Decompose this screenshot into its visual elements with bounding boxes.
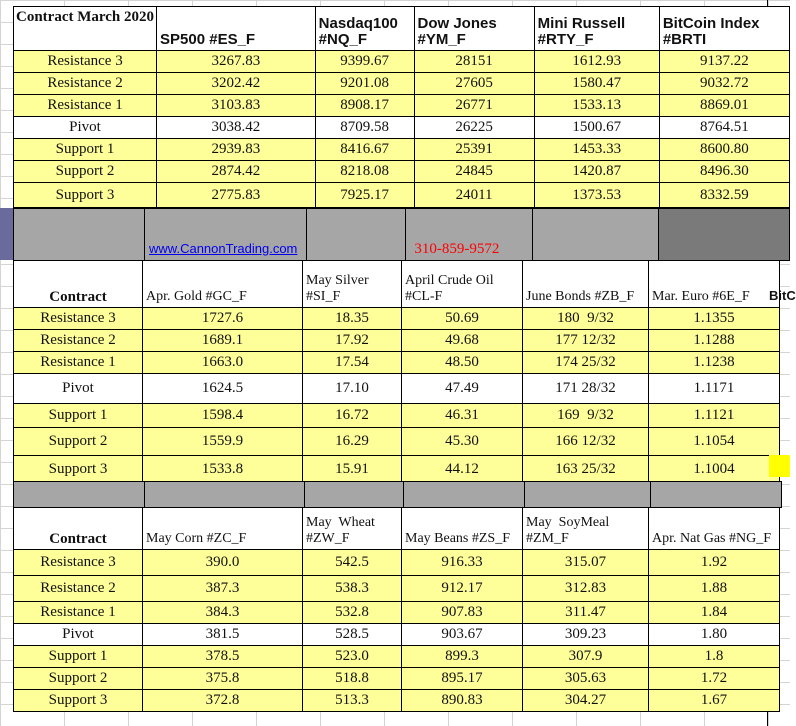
- value-cell[interactable]: 384.3: [143, 602, 303, 624]
- row-label-cell[interactable]: Support 3: [14, 690, 143, 712]
- table-row: [14, 352, 780, 374]
- value-cell[interactable]: 916.33: [402, 550, 523, 576]
- value-cell[interactable]: 163 25/32: [523, 456, 649, 483]
- value-cell[interactable]: 1612.93: [534, 51, 659, 73]
- value-cell[interactable]: 1.1121: [649, 404, 780, 428]
- row-label-cell[interactable]: Support 1: [14, 646, 143, 668]
- separator-cell[interactable]: [651, 482, 782, 508]
- value-cell[interactable]: 44.12: [402, 456, 523, 483]
- column-header-cell[interactable]: SP500 #ES_F: [157, 7, 316, 51]
- separator-cell[interactable]: [145, 482, 305, 508]
- value-cell[interactable]: 174 25/32: [523, 352, 649, 374]
- value-cell[interactable]: 1500.67: [534, 117, 659, 139]
- value-cell[interactable]: 46.31: [402, 404, 523, 428]
- value-cell[interactable]: 1624.5: [143, 374, 303, 404]
- value-cell[interactable]: 1.1288: [649, 330, 780, 352]
- row-label-cell[interactable]: Resistance 3: [14, 308, 143, 330]
- value-cell[interactable]: 1.1171: [649, 374, 780, 404]
- value-cell[interactable]: 1.88: [649, 576, 780, 602]
- value-cell[interactable]: 1.1054: [649, 428, 780, 456]
- value-cell[interactable]: 1663.0: [143, 352, 303, 374]
- column-header-cell[interactable]: June Bonds #ZB_F: [523, 261, 649, 308]
- value-cell[interactable]: 180 9/32: [523, 308, 649, 330]
- value-cell[interactable]: 7925.17: [315, 183, 414, 208]
- banner-row: [13, 208, 790, 261]
- table-row: [14, 117, 790, 139]
- contract-header-cell[interactable]: Contract: [14, 508, 143, 550]
- value-cell[interactable]: 1.1355: [649, 308, 780, 330]
- value-cell[interactable]: 899.3: [402, 646, 523, 668]
- row-label-cell[interactable]: Support 2: [14, 161, 157, 183]
- value-cell[interactable]: 2874.42: [157, 161, 316, 183]
- value-cell[interactable]: 3267.83: [157, 51, 316, 73]
- value-cell[interactable]: 1.92: [649, 550, 780, 576]
- separator-cell[interactable]: [525, 482, 651, 508]
- value-cell[interactable]: 9201.08: [315, 73, 414, 95]
- row-label-cell[interactable]: Resistance 1: [14, 352, 143, 374]
- value-cell[interactable]: 895.17: [402, 668, 523, 690]
- value-cell[interactable]: 1533.8: [143, 456, 303, 483]
- value-cell[interactable]: 387.3: [143, 576, 303, 602]
- value-cell[interactable]: 2775.83: [157, 183, 316, 208]
- value-cell[interactable]: 372.8: [143, 690, 303, 712]
- value-cell[interactable]: 1.8: [649, 646, 780, 668]
- value-cell[interactable]: 16.72: [303, 404, 402, 428]
- value-cell[interactable]: 8908.17: [315, 95, 414, 117]
- value-cell[interactable]: 518.8: [303, 668, 402, 690]
- value-cell[interactable]: 17.10: [303, 374, 402, 404]
- value-cell[interactable]: 1727.6: [143, 308, 303, 330]
- value-cell[interactable]: 305.63: [523, 668, 649, 690]
- value-cell[interactable]: 312.83: [523, 576, 649, 602]
- column-header-cell[interactable]: Nasdaq100 #NQ_F: [315, 7, 414, 51]
- value-cell[interactable]: 50.69: [402, 308, 523, 330]
- row-label-cell[interactable]: Resistance 1: [14, 602, 143, 624]
- value-cell[interactable]: 1.84: [649, 602, 780, 624]
- table-row: [14, 374, 780, 404]
- value-cell[interactable]: 1.72: [649, 668, 780, 690]
- row-label-cell[interactable]: Pivot: [14, 374, 143, 404]
- value-cell[interactable]: 171 28/32: [523, 374, 649, 404]
- value-cell[interactable]: 513.3: [303, 690, 402, 712]
- value-cell[interactable]: 8416.67: [315, 139, 414, 161]
- table-row: [14, 183, 790, 208]
- row-label-cell[interactable]: Support 2: [14, 428, 143, 456]
- separator-cell[interactable]: [305, 482, 404, 508]
- value-cell[interactable]: 26771: [414, 95, 534, 117]
- value-cell[interactable]: 24845: [414, 161, 534, 183]
- table-row: [14, 550, 780, 576]
- table-row: [14, 646, 780, 668]
- table-row: [14, 51, 790, 73]
- value-cell[interactable]: 1373.53: [534, 183, 659, 208]
- table-row: [14, 690, 780, 712]
- value-cell[interactable]: 1533.13: [534, 95, 659, 117]
- row-label-cell[interactable]: Pivot: [14, 624, 143, 646]
- column-header-cell[interactable]: May Corn #ZC_F: [143, 508, 303, 550]
- banner-cell[interactable]: [306, 209, 406, 261]
- row-label-cell[interactable]: Resistance 2: [14, 73, 157, 95]
- value-cell[interactable]: 542.5: [303, 550, 402, 576]
- phone-number: 310-859-9572: [414, 241, 500, 257]
- value-cell[interactable]: 177 12/32: [523, 330, 649, 352]
- column-header-cell[interactable]: April Crude Oil #CL-F: [402, 261, 523, 308]
- column-header-cell[interactable]: May Silver #SI_F: [303, 261, 402, 308]
- value-cell[interactable]: 27605: [414, 73, 534, 95]
- table-header-row: [14, 508, 780, 550]
- table-grains-gas: [13, 507, 780, 712]
- value-cell[interactable]: 17.54: [303, 352, 402, 374]
- value-cell[interactable]: 8869.01: [659, 95, 789, 117]
- value-cell[interactable]: 523.0: [303, 646, 402, 668]
- table-row: [14, 668, 780, 690]
- value-cell[interactable]: 166 12/32: [523, 428, 649, 456]
- value-cell[interactable]: 309.23: [523, 624, 649, 646]
- banner-cell[interactable]: [406, 209, 532, 261]
- value-cell[interactable]: 45.30: [402, 428, 523, 456]
- value-cell[interactable]: 532.8: [303, 602, 402, 624]
- value-cell[interactable]: 47.49: [402, 374, 523, 404]
- value-cell[interactable]: 8496.30: [659, 161, 789, 183]
- value-cell[interactable]: 25391: [414, 139, 534, 161]
- row-label-cell[interactable]: Pivot: [14, 117, 157, 139]
- value-cell[interactable]: 2939.83: [157, 139, 316, 161]
- value-cell[interactable]: 17.92: [303, 330, 402, 352]
- row-label-cell[interactable]: Support 2: [14, 668, 143, 690]
- table-equity-indices: [13, 6, 790, 208]
- table-row: [14, 602, 780, 624]
- value-cell[interactable]: 1.80: [649, 624, 780, 646]
- value-cell[interactable]: 381.5: [143, 624, 303, 646]
- value-cell[interactable]: 9399.67: [315, 51, 414, 73]
- value-cell[interactable]: 18.35: [303, 308, 402, 330]
- table-row: [14, 456, 780, 483]
- contract-header-cell[interactable]: Contract: [14, 261, 143, 308]
- row-label-cell[interactable]: Resistance 3: [14, 550, 143, 576]
- value-cell[interactable]: 8709.58: [315, 117, 414, 139]
- column-header-cell[interactable]: BitCoin Index #BRTI: [659, 7, 789, 51]
- separator-cell[interactable]: [14, 482, 145, 508]
- value-cell[interactable]: 28151: [414, 51, 534, 73]
- row-label-cell[interactable]: Support 1: [14, 139, 157, 161]
- value-cell[interactable]: 26225: [414, 117, 534, 139]
- banner-cell[interactable]: [532, 209, 658, 261]
- banner-cell[interactable]: [658, 209, 789, 261]
- value-cell[interactable]: 1559.9: [143, 428, 303, 456]
- value-cell[interactable]: 1.67: [649, 690, 780, 712]
- value-cell[interactable]: 1580.47: [534, 73, 659, 95]
- row-label-cell[interactable]: Support 3: [14, 183, 157, 208]
- value-cell[interactable]: 15.91: [303, 456, 402, 483]
- column-header-cell[interactable]: Mini Russell #RTY_F: [534, 7, 659, 51]
- value-cell[interactable]: 1420.87: [534, 161, 659, 183]
- value-cell[interactable]: 3103.83: [157, 95, 316, 117]
- row-label-cell[interactable]: Resistance 1: [14, 95, 157, 117]
- value-cell[interactable]: 1.1004: [649, 456, 780, 483]
- row-label-cell[interactable]: Resistance 3: [14, 51, 157, 73]
- value-cell[interactable]: 528.5: [303, 624, 402, 646]
- value-cell[interactable]: 49.68: [402, 330, 523, 352]
- table-header-row: [14, 7, 790, 51]
- value-cell[interactable]: 538.3: [303, 576, 402, 602]
- table-row: [14, 161, 790, 183]
- column-header-cell[interactable]: Mar. Euro #6E_F: [649, 261, 780, 308]
- value-cell[interactable]: 307.9: [523, 646, 649, 668]
- overflow-cell-text[interactable]: BitC: [769, 288, 796, 303]
- value-cell[interactable]: 1598.4: [143, 404, 303, 428]
- column-header-cell[interactable]: Apr. Nat Gas #NG_F: [649, 508, 780, 550]
- website-link[interactable]: www.CannonTrading.com: [149, 241, 298, 256]
- value-cell[interactable]: 8218.08: [315, 161, 414, 183]
- table-row: [14, 330, 780, 352]
- separator-row: [13, 481, 782, 508]
- value-cell[interactable]: 903.67: [402, 624, 523, 646]
- column-header-cell[interactable]: May SoyMeal #ZM_F: [523, 508, 649, 550]
- table-row: [14, 308, 780, 330]
- column-header-cell[interactable]: May Beans #ZS_F: [402, 508, 523, 550]
- table-header-row: [14, 261, 780, 308]
- row-label-cell[interactable]: Support 3: [14, 456, 143, 483]
- value-cell[interactable]: 378.5: [143, 646, 303, 668]
- row-label-cell[interactable]: Resistance 2: [14, 576, 143, 602]
- separator-cell[interactable]: [404, 482, 525, 508]
- value-cell[interactable]: 912.17: [402, 576, 523, 602]
- value-cell[interactable]: 8600.80: [659, 139, 789, 161]
- column-header-cell[interactable]: Dow Jones #YM_F: [414, 7, 534, 51]
- table-row: [14, 428, 780, 456]
- value-cell[interactable]: 9137.22: [659, 51, 789, 73]
- value-cell[interactable]: 24011: [414, 183, 534, 208]
- value-cell[interactable]: 3202.42: [157, 73, 316, 95]
- table-row: [14, 73, 790, 95]
- value-cell[interactable]: 1453.33: [534, 139, 659, 161]
- highlighted-cell[interactable]: [769, 455, 790, 477]
- value-cell[interactable]: 16.29: [303, 428, 402, 456]
- value-cell[interactable]: 304.27: [523, 690, 649, 712]
- value-cell[interactable]: 9032.72: [659, 73, 789, 95]
- row-label-cell[interactable]: Support 1: [14, 404, 143, 428]
- contract-header-cell[interactable]: Contract March 2020: [14, 7, 157, 51]
- value-cell[interactable]: 890.83: [402, 690, 523, 712]
- table-row: [14, 624, 780, 646]
- value-cell[interactable]: 1.1238: [649, 352, 780, 374]
- table-row: [14, 139, 790, 161]
- table-row: [14, 404, 780, 428]
- banner-cell[interactable]: [145, 209, 307, 261]
- column-header-cell[interactable]: Apr. Gold #GC_F: [143, 261, 303, 308]
- value-cell[interactable]: 375.8: [143, 668, 303, 690]
- column-header-cell[interactable]: May Wheat #ZW_F: [303, 508, 402, 550]
- banner-cell[interactable]: [14, 209, 145, 261]
- row-label-cell[interactable]: Resistance 2: [14, 330, 143, 352]
- value-cell[interactable]: 48.50: [402, 352, 523, 374]
- value-cell[interactable]: 8332.59: [659, 183, 789, 208]
- value-cell[interactable]: 311.47: [523, 602, 649, 624]
- table-row: [14, 576, 780, 602]
- value-cell[interactable]: 390.0: [143, 550, 303, 576]
- value-cell[interactable]: 1689.1: [143, 330, 303, 352]
- table-metals-energy: [13, 260, 780, 483]
- value-cell[interactable]: 315.07: [523, 550, 649, 576]
- value-cell[interactable]: 8764.51: [659, 117, 789, 139]
- value-cell[interactable]: 3038.42: [157, 117, 316, 139]
- value-cell[interactable]: 169 9/32: [523, 404, 649, 428]
- value-cell[interactable]: 907.83: [402, 602, 523, 624]
- table-row: [14, 95, 790, 117]
